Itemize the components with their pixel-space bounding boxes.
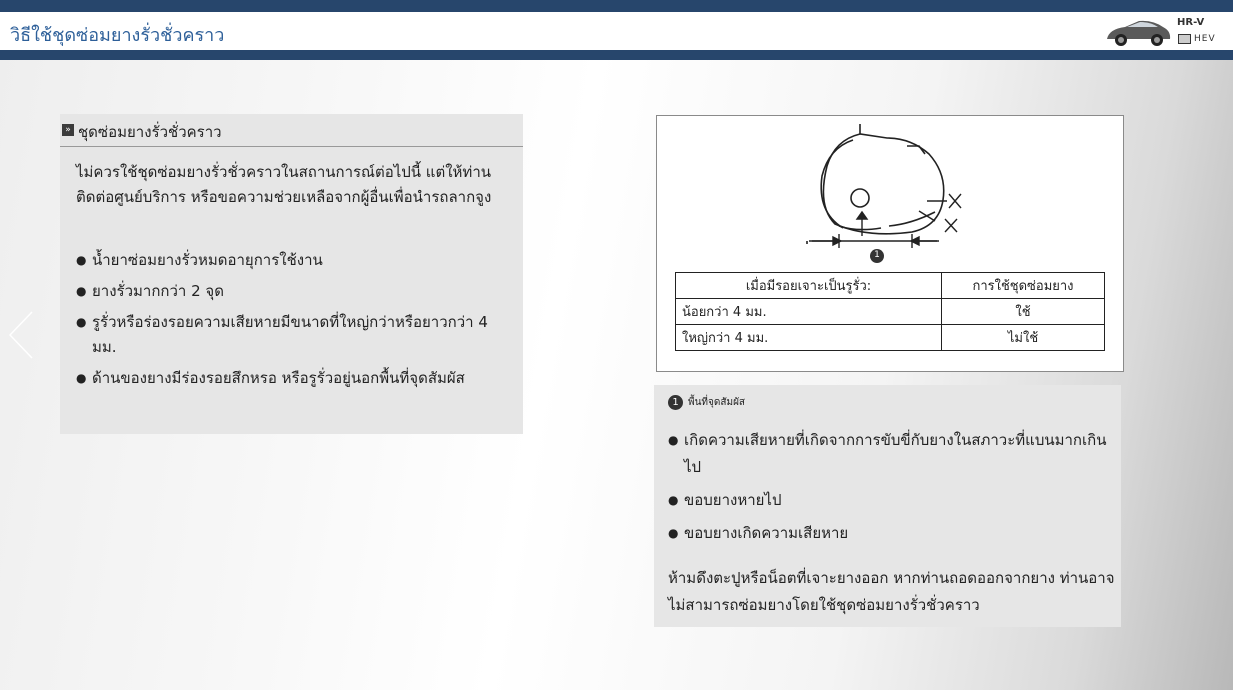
tire-cross-section — [657, 116, 1123, 268]
puncture-table — [675, 272, 1105, 351]
list-item: ● ด้านของยางมีร่องรอยสึกหรอ หรือรูรั่วอยู่นอกพื้นที่จุดสัมผัส — [76, 366, 516, 391]
hev-icon — [1178, 34, 1191, 44]
list-item: ● น้ำยาซ่อมยางรั่วหมดอายุการใช้งาน — [76, 248, 516, 273]
table-cell: น้อยกว่า 4 มม. — [676, 299, 942, 325]
list-item: ● รูรั่วหรือร่องรอยความเสียหายมีขนาดที่ใหญ่กว่าหรือยาวกว่า 4 มม. — [76, 310, 516, 360]
top-strip — [0, 0, 1233, 12]
right-panel — [654, 385, 1121, 627]
table-header: การใช้ชุดซ่อมยาง — [942, 273, 1105, 299]
intro-text: ไม่ควรใช้ชุดซ่อมยางรั่วชั่วคราวในสถานการณ์ต่อไปนี้ แต่ให้ท่านติดต่อศูนย์บริการ หรือขอความช่วยเหลือจากผู้อื่นเพื่อนำรถลากจูง — [76, 163, 492, 206]
table-row — [676, 299, 1105, 325]
table-row — [676, 325, 1105, 351]
list-item: ● ขอบยางหายไป — [668, 487, 1118, 514]
list-item: ● ยางรั่วมากกว่า 2 จุด — [76, 279, 516, 304]
car-icon — [1103, 17, 1173, 47]
list-item: ● ขอบยางเกิดความเสียหาย — [668, 520, 1118, 547]
table-cell: ไม่ใช้ — [942, 325, 1105, 351]
table-cell: ใช้ — [942, 299, 1105, 325]
chevron-left-icon[interactable] — [8, 310, 34, 360]
number-icon: 1 — [668, 395, 683, 410]
left-panel — [60, 114, 523, 434]
hev-label: HEV — [1194, 34, 1216, 44]
section-heading: ชุดซ่อมยางรั่วชั่วคราว — [78, 123, 222, 141]
table-header: เมื่อมีรอยเจาะเป็นรูรั่ว: — [676, 273, 942, 299]
panel-header — [60, 114, 523, 147]
list-item: ● เกิดความเสียหายที่เกิดจากการขับขี่กับยางในสภาวะที่แบนมากเกินไป — [668, 427, 1118, 481]
contact-area-note — [668, 395, 745, 410]
tire-diagram — [656, 115, 1124, 372]
model-name: HR-V — [1177, 17, 1205, 28]
double-chevron-right-icon: » — [62, 124, 74, 136]
page-title: วิธีใช้ชุดซ่อมยางรั่วชั่วคราว — [10, 25, 225, 46]
title-underline — [0, 50, 1233, 60]
car-logo — [1103, 13, 1229, 49]
note-label: พื้นที่จุดสัมผัส — [688, 397, 746, 408]
hev-badge — [1178, 33, 1216, 45]
warning-list — [76, 248, 516, 397]
damage-list — [668, 427, 1118, 553]
table-header-row — [676, 273, 1105, 299]
table-cell: ใหญ่กว่า 4 มม. — [676, 325, 942, 351]
warning-paragraph: ห้ามดึงตะปูหรือน็อตที่เจาะยางออก หากท่านถอดออกจากยาง ท่านอาจไม่สามารถซ่อมยางโดยใช้ชุดซ่อมยางรั่วชั่วคราว — [668, 569, 1115, 614]
callout-number: 1 — [874, 250, 880, 260]
